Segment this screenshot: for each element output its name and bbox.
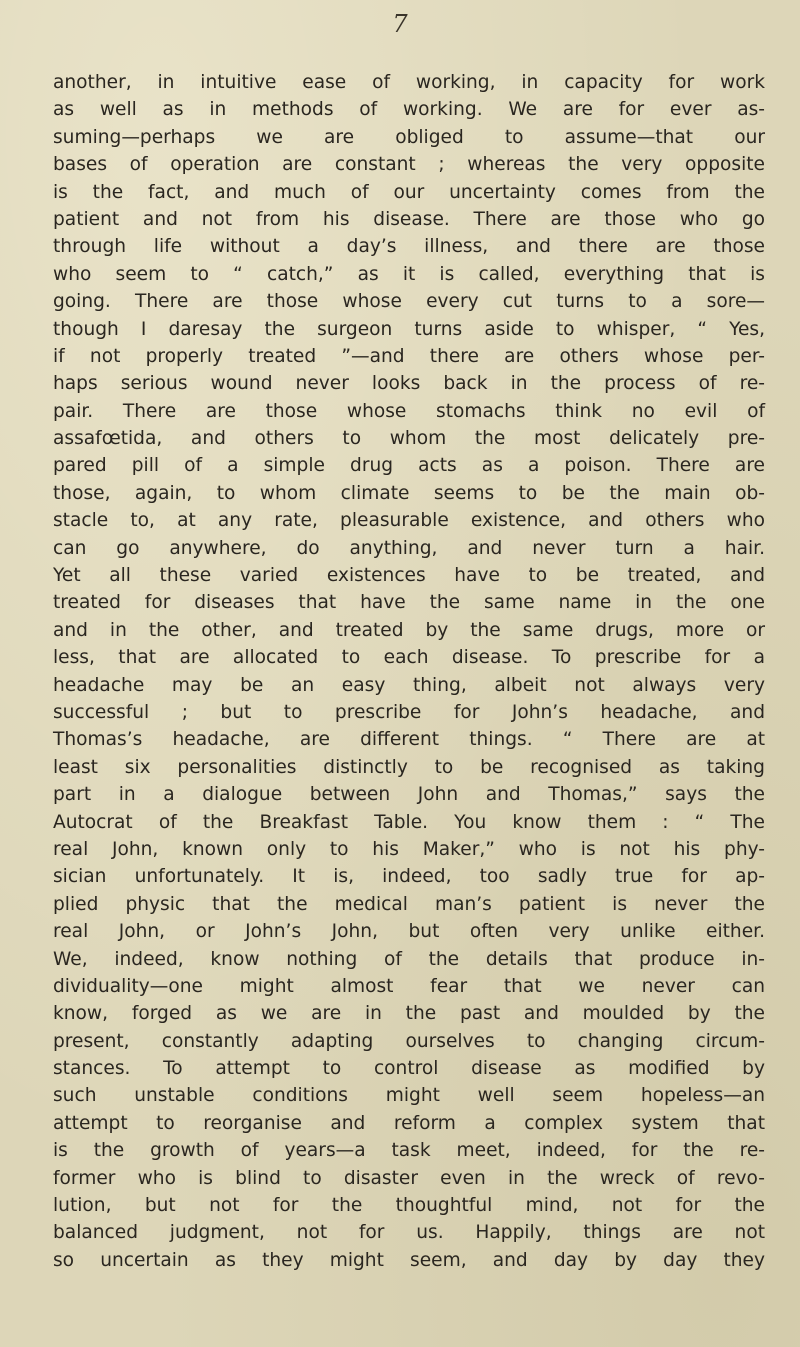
text-line: real John, known only to his Maker,” who is not his phy- xyxy=(53,838,765,860)
text-line: part in a dialogue between John and Thomas,” says the xyxy=(53,784,765,806)
text-line: if not properly treated ”—and there are others whose per- xyxy=(53,345,765,367)
text-line: less, that are allocated to each disease. To prescribe for a xyxy=(53,647,765,669)
text-line: Autocrat of the Breakfast Table. You know them : “ The xyxy=(53,811,765,833)
text-line: who seem to “ catch,” as it is called, everything that is xyxy=(53,263,765,285)
text-line: successful ; but to prescribe for John’s headache, and xyxy=(53,701,765,723)
text-line: though I daresay the surgeon turns aside to whisper, “ Yes, xyxy=(53,318,765,340)
page-number: 7 xyxy=(392,10,408,38)
text-line: present, constantly adapting ourselves to changing circum- xyxy=(53,1030,765,1052)
body-text xyxy=(53,69,765,1274)
text-line: through life without a day’s illness, and there are those xyxy=(53,236,765,258)
text-line: patient and not from his disease. There are those who go xyxy=(53,208,765,230)
text-line: We, indeed, know nothing of the details that produce in- xyxy=(53,948,765,970)
text-line: assafœtida, and others to whom the most delicately pre- xyxy=(53,428,765,450)
text-line: former who is blind to disaster even in the wreck of revo- xyxy=(53,1167,765,1189)
text-line: another, in intuitive ease of working, in capacity for work xyxy=(53,72,765,93)
text-line: pared pill of a simple drug acts as a poison. There are xyxy=(53,455,765,477)
text-line: attempt to reorganise and reform a complex system that xyxy=(53,1112,765,1134)
text-line: least six personalities distinctly to be recognised as taking xyxy=(53,756,765,778)
text-line: sician unfortunately. It is, indeed, too sadly true for ap- xyxy=(53,866,765,888)
text-line: balanced judgment, not for us. Happily, things are not xyxy=(53,1222,765,1244)
text-line: is the growth of years—a task meet, indeed, for the re- xyxy=(53,1140,765,1162)
text-line: can go anywhere, do anything, and never turn a hair. xyxy=(53,537,765,559)
text-line: such unstable conditions might well seem hopeless—an xyxy=(53,1085,765,1107)
text-line: is the fact, and much of our uncertainty comes from the xyxy=(53,181,765,203)
text-line: going. There are those whose every cut turns to a sore— xyxy=(53,291,765,313)
text-line: stances. To attempt to control disease as modified by xyxy=(53,1058,765,1080)
text-line: dividuality—one might almost fear that we never can xyxy=(53,975,765,997)
text-line: know, forged as we are in the past and moulded by the xyxy=(53,1003,765,1025)
text-line: Thomas’s headache, are different things. “ There are at xyxy=(53,729,765,751)
text-line: bases of operation are constant ; whereas the very opposite xyxy=(53,154,765,176)
text-line: haps serious wound never looks back in the process of re- xyxy=(53,373,765,395)
text-line: those, again, to whom climate seems to be the main ob- xyxy=(53,482,765,504)
text-line: so uncertain as they might seem, and day by day they xyxy=(53,1249,765,1271)
text-line: pair. There are those whose stomachs think no evil of xyxy=(53,400,765,422)
text-line: real John, or John’s John, but often very unlike either. xyxy=(53,921,765,943)
text-line: Yet all these varied existences have to be treated, and xyxy=(53,565,765,587)
text-line: as well as in methods of working. We are for ever as- xyxy=(53,99,765,121)
text-line: stacle to, at any rate, pleasurable existence, and others who xyxy=(53,510,765,532)
text-line: plied physic that the medical man’s patient is never the xyxy=(53,893,765,915)
text-line: headache may be an easy thing, albeit not always very xyxy=(53,674,765,696)
text-line: suming—perhaps we are obliged to assume—that our xyxy=(53,126,765,148)
text-line: treated for diseases that have the same name in the one xyxy=(53,592,765,614)
text-line: and in the other, and treated by the same drugs, more or xyxy=(53,619,765,641)
text-line: lution, but not for the thoughtful mind, not for the xyxy=(53,1195,765,1217)
